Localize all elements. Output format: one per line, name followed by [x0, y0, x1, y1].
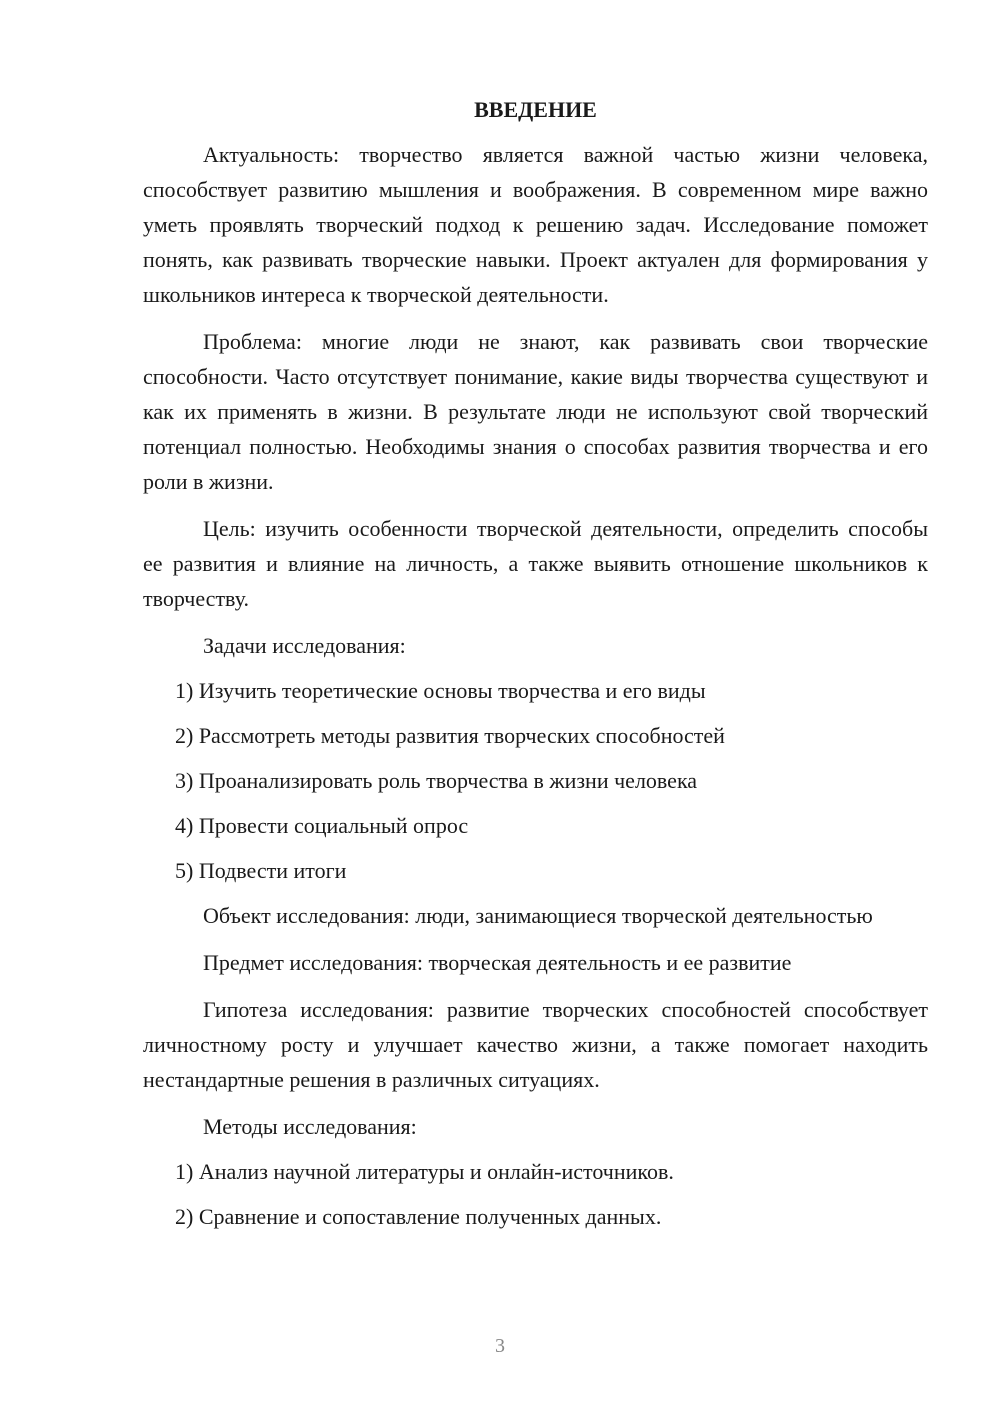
- task-item: 1) Изучить теоретические основы творчества и его виды: [175, 678, 706, 703]
- tasks-heading: Задачи исследования:: [203, 633, 406, 658]
- page-number: 3: [495, 1335, 505, 1357]
- hypothesis-paragraph: Гипотеза исследования: развитие творческих способностей способствует личностному росту и улучшает качество жизни, а также помогает находить нестандартные решения в различных ситуациях.: [143, 997, 928, 1092]
- page-title: ВВЕДЕНИЕ: [474, 97, 597, 122]
- task-item: 4) Провести социальный опрос: [175, 813, 469, 838]
- task-item: 5) Подвести итоги: [175, 858, 347, 883]
- method-item: 2) Сравнение и сопоставление полученных данных.: [175, 1204, 662, 1229]
- relevance-paragraph: Актуальность: творчество является важной частью жизни человека, способствует развитию мышления и воображения. В современном мире важно уметь проявлять творческий подход к решению задач. Исследование поможет понять, как развивать творческие навыки. Проект актуален для формирования у школьников интереса к творческой деятельности.: [143, 142, 928, 307]
- task-item: 3) Проанализировать роль творчества в жизни человека: [175, 768, 698, 793]
- document-page: [143, 92, 928, 1234]
- task-item: 2) Рассмотреть методы развития творческих способностей: [175, 723, 725, 748]
- object-paragraph: Объект исследования: люди, занимающиеся творческой деятельностью: [203, 903, 873, 928]
- subject-paragraph: Предмет исследования: творческая деятельность и ее развитие: [203, 950, 792, 975]
- methods-heading: Методы исследования:: [203, 1114, 417, 1139]
- goal-paragraph: Цель: изучить особенности творческой деятельности, определить способы ее развития и влияние на личность, а также выявить отношение школьников к творчеству.: [143, 516, 928, 611]
- problem-paragraph: Проблема: многие люди не знают, как развивать свои творческие способности. Часто отсутствует понимание, какие виды творчества существуют и как их применять в жизни. В результате люди не используют свой творческий потенциал полностью. Необходимы знания о способах развития творчества и его роли в жизни.: [143, 329, 928, 494]
- method-item: 1) Анализ научной литературы и онлайн-источников.: [175, 1159, 674, 1184]
